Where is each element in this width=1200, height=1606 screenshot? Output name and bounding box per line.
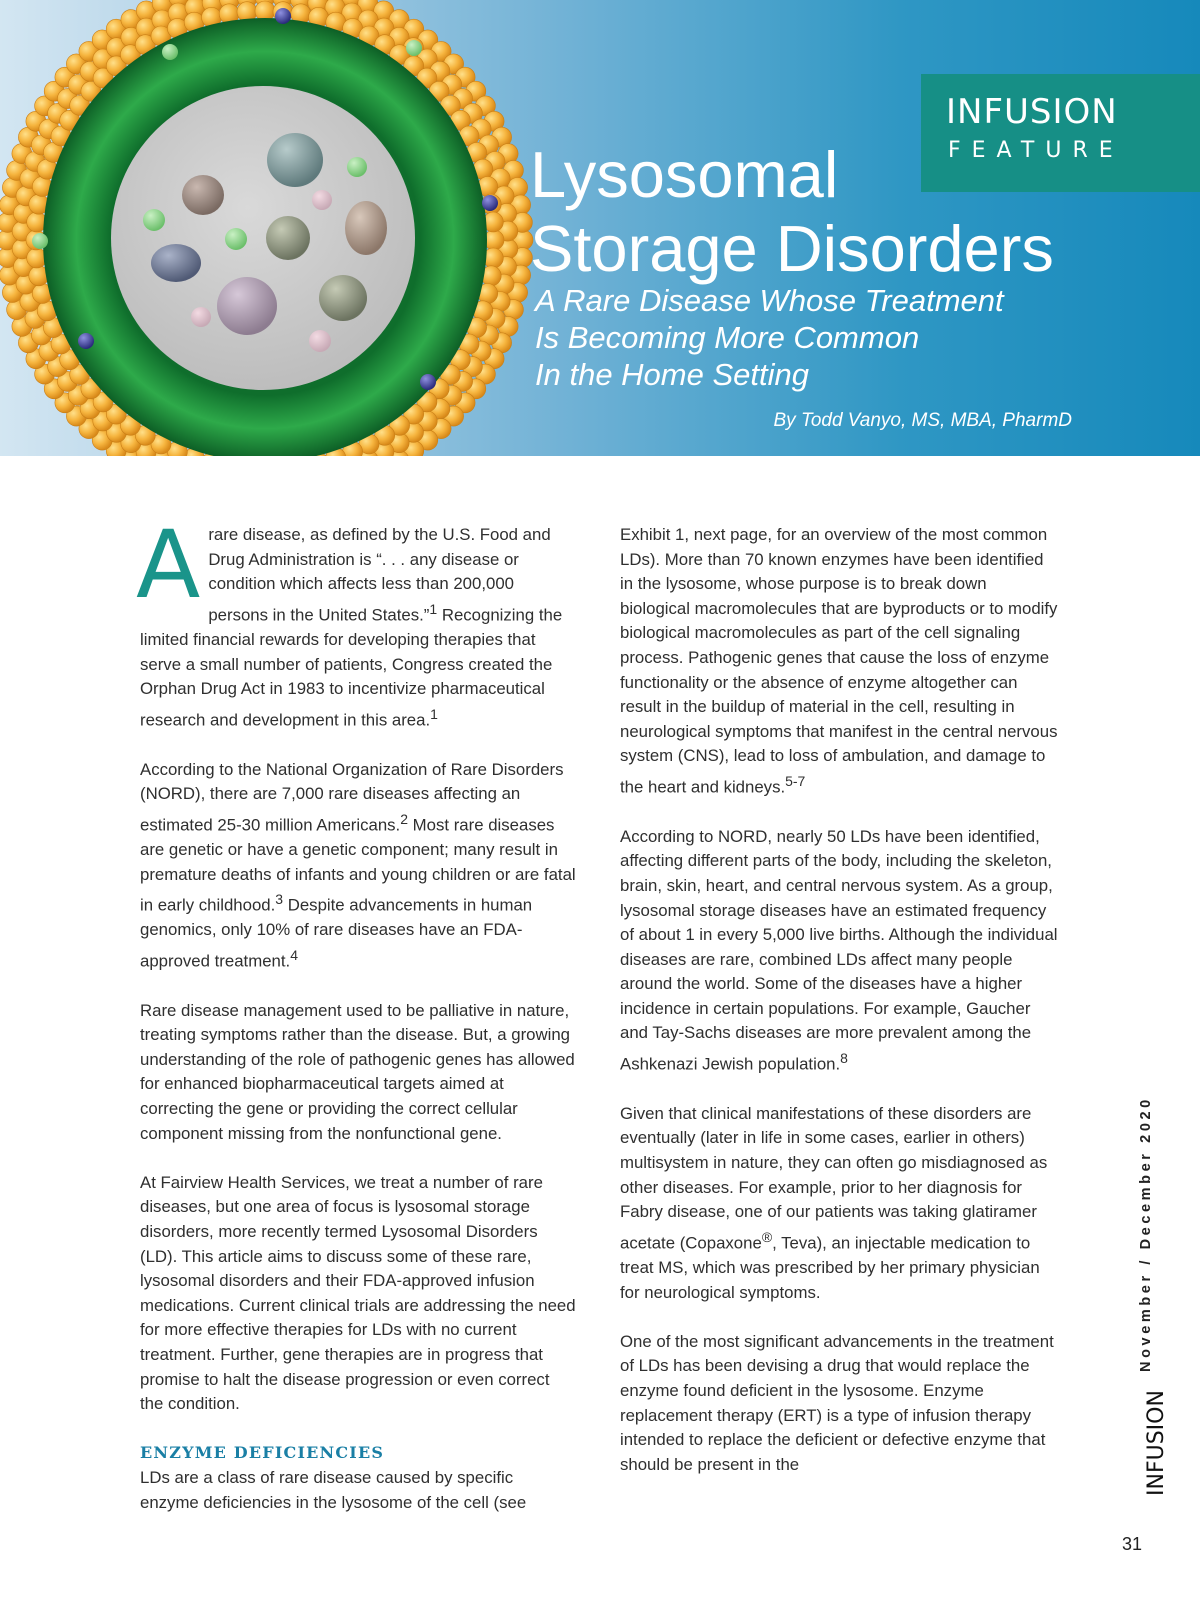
footnote-ref: 3 — [275, 891, 284, 908]
paragraph-misdiagnosis — [620, 1102, 1060, 1305]
article-column-right — [620, 523, 1060, 1502]
footnote-ref: 2 — [400, 810, 409, 827]
paragraph-exhibit — [620, 523, 1060, 800]
text-run: Recognizing the limited financial rewards for developing therapies that serve a small number of patients, Congress created the Orphan Drug Act in 1983 to incentivize pharmaceutical research and development in this area. — [140, 605, 563, 730]
drop-cap: A — [136, 511, 201, 620]
text-run: According to the National Organization of Rare Disorders (NORD), there are 7,000 rare diseases affecting an estimated 25-30 million Americans. — [140, 759, 564, 835]
text-run: rare disease, as defined by the U.S. Food and Drug Administration is “. . . any disease or condition which affects less than 200,000 persons in the United States.” — [208, 525, 551, 625]
paragraph-enzyme: LDs are a class of rare disease caused by specific enzyme deficiencies in the lysosome of the cell (see — [140, 1467, 527, 1512]
registered-mark: ® — [761, 1228, 773, 1245]
article-title — [530, 138, 1054, 286]
paragraph-ert: One of the most significant advancements in the treatment of LDs has been devising a drug that would replace the enzyme found deficient in the lysosome. Enzyme replacement therapy (ERT) is a type of infusion therapy intended to replace the deficient or defective enzyme that should be present in the — [620, 1331, 1054, 1474]
text-run: Most rare diseases are genetic or have a genetic component; many result in premature deaths of infants and young children or are fatal in early childhood. — [140, 815, 576, 915]
paragraph-fairview: At Fairview Health Services, we treat a number of rare diseases, but one area of focus is lysosomal storage disorders, more recently termed Lysosomal Disorders (LD). This article aims to discuss some of these rare, lysosomal disorders and their FDA-approved infusion medications. Current clinical trials are addressing the need for more effective therapies for LDs with no current treatment. Further, gene therapies are in progress that promise to halt the disease progression or even correct the condition. — [140, 1172, 576, 1414]
text-run: , Teva), an injectable medication to treat MS, which was prescribed by her primary physician for neurological symptoms. — [620, 1233, 1040, 1302]
footnote-ref: 1 — [430, 705, 438, 722]
paragraph-intro — [136, 511, 576, 733]
paragraph-management: Rare disease management used to be palliative in nature, treating symptoms rather than the disease. But, a growing understanding of the role of pathogenic genes has allowed for enhanced biopharmaceutical targets aimed at correcting the gene or providing the correct cellular component missing from the nonfunctional gene. — [140, 1000, 575, 1143]
text-run: Given that clinical manifestations of these disorders are eventually (later in life in some cases, earlier in others) multisystem in nature, they can often go misdiagnosed as other diseases. For example, prior to her diagnosis for Fabry disease, one of our patients was taking glatiramer acetate (Copaxone — [620, 1103, 1048, 1253]
footnote-ref: 5-7 — [785, 772, 806, 789]
subtitle-line-3: In the Home Setting — [535, 357, 809, 392]
footnote-ref: 4 — [290, 946, 298, 963]
paragraph-prevalence — [620, 825, 1060, 1078]
footnote-ref: 8 — [840, 1050, 848, 1067]
paragraph-nord — [140, 758, 576, 975]
footnote-ref: 1 — [429, 600, 438, 617]
subtitle-line-2: Is Becoming More Common — [535, 320, 920, 355]
page-number: 31 — [1122, 1534, 1143, 1554]
issue-date: November / December 2020 — [1138, 1096, 1154, 1372]
badge-brand: INFUSION — [946, 92, 1118, 132]
header-banner — [0, 0, 1200, 456]
title-line-2: Storage Disorders — [530, 212, 1054, 285]
byline: By Todd Vanyo, MS, MBA, PharmD — [773, 410, 1072, 431]
section-heading-enzyme-deficiencies: ENZYME DEFICIENCIES — [140, 1443, 385, 1463]
article-subtitle — [535, 282, 1004, 393]
text-run: Exhibit 1, next page, for an overview of the most common LDs). More than 70 known enzymes have been identified in the lysosome, whose purpose is to break down biological macromolecules that are byproducts or to modify biological macromolecules as part of the cell signaling process. Pathogenic genes that cause the loss of enzyme functionality or the absence of enzyme altogether can result in the buildup of material in the cell, resulting in neurological symptoms that manifest in the central nervous system (CNS), lead to loss of ambulation, and damage to the heart and kidneys. — [620, 525, 1058, 797]
article-column-left — [136, 511, 576, 1540]
text-run: Despite advancements in human genomics, only 10% of rare diseases have an FDA-approved treatment. — [140, 895, 533, 971]
text-run: According to NORD, nearly 50 LDs have been identified, affecting different parts of the body, including the skeleton, brain, skin, heart, and central nervous system. As a group, lysosomal storage diseases have an estimated frequency of about 1 in every 5,000 live births. Although the individual diseases are rare, combined LDs affect many people around the world. Some of the diseases have a higher incidence in certain populations. For example, Gaucher and Tay-Sachs diseases are more prevalent among the Ashkenazi Jewish population. — [620, 826, 1058, 1074]
subtitle-line-1: A Rare Disease Whose Treatment — [535, 283, 1004, 318]
badge-section-label: FEATURE — [948, 138, 1124, 163]
footer-brand: INFUSION — [1144, 1390, 1169, 1496]
title-line-1: Lysosomal — [530, 138, 839, 211]
